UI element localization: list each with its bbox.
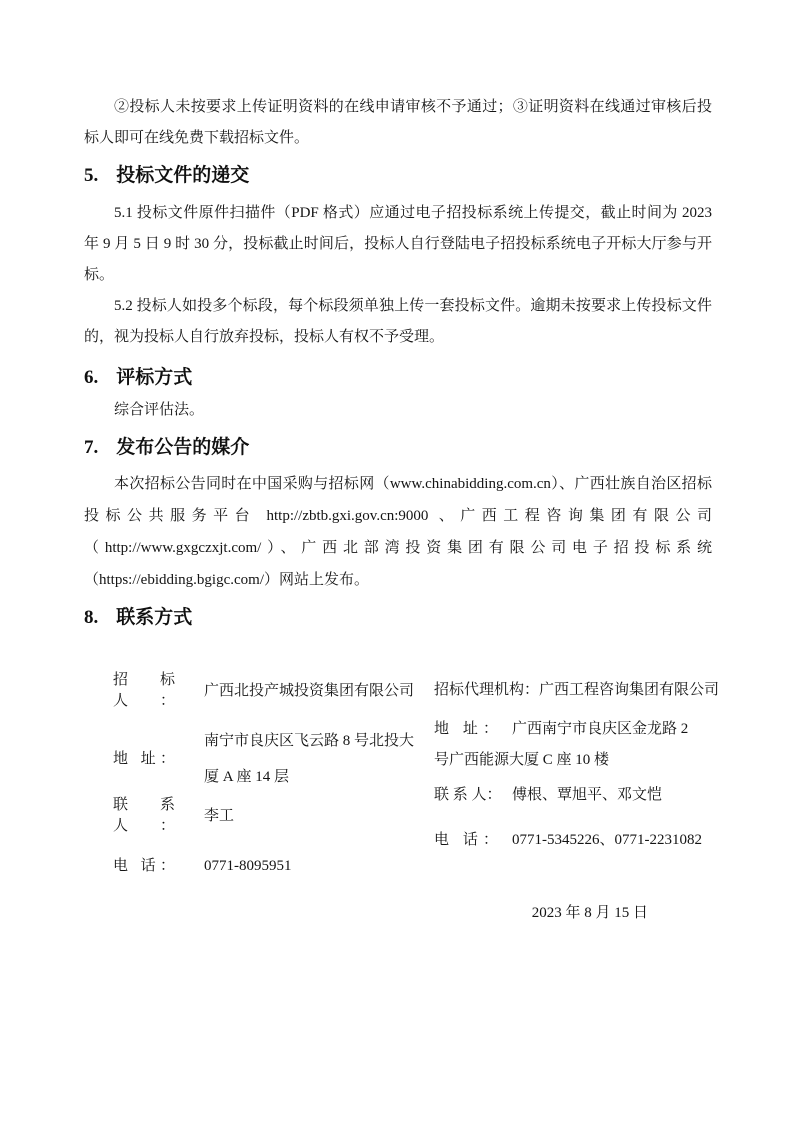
agency-contact-person-row [434,780,706,811]
agency-row [434,675,720,706]
agency-label: 招标代理机构： [434,682,540,698]
section-7-heading [84,435,712,461]
section-7-paragraph-1: 本次招标公告同时在中国采购与招标网（www.chinabidding.com.cn）、广西壮族自治区招标投标公共服务平台 http://zbtb.gxi.gov.cn:9000 、广西工程咨询集团有限公司（http://www.gxgczxjt.com/）、广西北部湾投资集团有限公司电子招投标系统（https://ebidding.bgigc.com/）网站上发布。 [84,476,712,588]
agency-address-row [434,714,706,776]
section-5-title: 投标文件的递交 [116,165,250,186]
tenderer-contact-person-row [113,795,420,837]
section-5-number: 5. [84,165,99,186]
tenderer-phone: 0771-8095951 [204,858,292,874]
agency-phone-row [434,825,706,856]
tenderer-address: 南宁市良庆区飞云路 8 号北投大厦 A 座 14 层 [204,733,415,785]
section-7-number: 7. [84,437,99,458]
section-5-heading [84,163,712,189]
section-6-heading [84,365,712,391]
tenderer-contact-person-label: 联 系 人： [113,797,175,834]
tenderer-address-row [113,723,420,795]
agency-contact-person-label: 联 系 人： [434,787,502,803]
tenderer-name: 广西北投产城投资集团有限公司 [204,682,415,699]
tenderer-row [113,670,420,712]
section-5-paragraph-1: 5.1 投标文件原件扫描件（PDF 格式）应通过电子招投标系统上传提交，截止时间为 2023 年 9 月 5 日 9 时 30 分，投标截止时间后，投标人自行登陆电子招投标系统电子开标大厅参与开标。 [84,205,712,283]
agency-address: 广西南宁市良庆区金龙路 2 号广西能源大厦 C 座 10 楼 [434,721,689,768]
agency-address-label: 地 址： [434,721,498,737]
tenderer-address-label: 地 址： [113,750,175,767]
tenderer-phone-label: 电 话： [113,858,175,874]
tenderer-contact-block [113,670,420,877]
section-5-paragraph-2: 5.2 投标人如投多个标段，每个标段须单独上传一套投标文件。逾期未按要求上传投标文件的，视为投标人自行放弃投标，投标人有权不予受理。 [84,298,712,345]
intro-paragraph: ②投标人未按要求上传证明资料的在线申请审核不予通过；③证明资料在线通过审核后投标人即可在线免费下载招标文件。 [84,99,712,146]
section-6-number: 6. [84,367,99,388]
announcement-date: 2023 年 8 月 15 日 [531,905,648,921]
agency-phone: 0771-5345226、0771-2231082 [512,832,702,848]
tenderer-label: 招 标 人： [113,672,175,709]
agency-contact-person: 傅根、覃旭平、邓文恺 [512,787,663,803]
tenderer-phone-row [113,856,420,877]
section-6-paragraph-1: 综合评估法。 [114,402,205,418]
agency-name: 广西工程咨询集团有限公司 [539,682,720,698]
section-7-title: 发布公告的媒介 [116,437,250,458]
section-6-title: 评标方式 [116,367,193,388]
tenderer-contact-person: 李工 [204,807,235,824]
section-8-title: 联系方式 [116,607,193,628]
agency-contact-block [434,670,720,877]
section-8-number: 8. [84,607,99,628]
contact-section [113,670,720,877]
agency-phone-label: 电 话： [434,832,498,848]
section-8-heading [84,605,712,631]
